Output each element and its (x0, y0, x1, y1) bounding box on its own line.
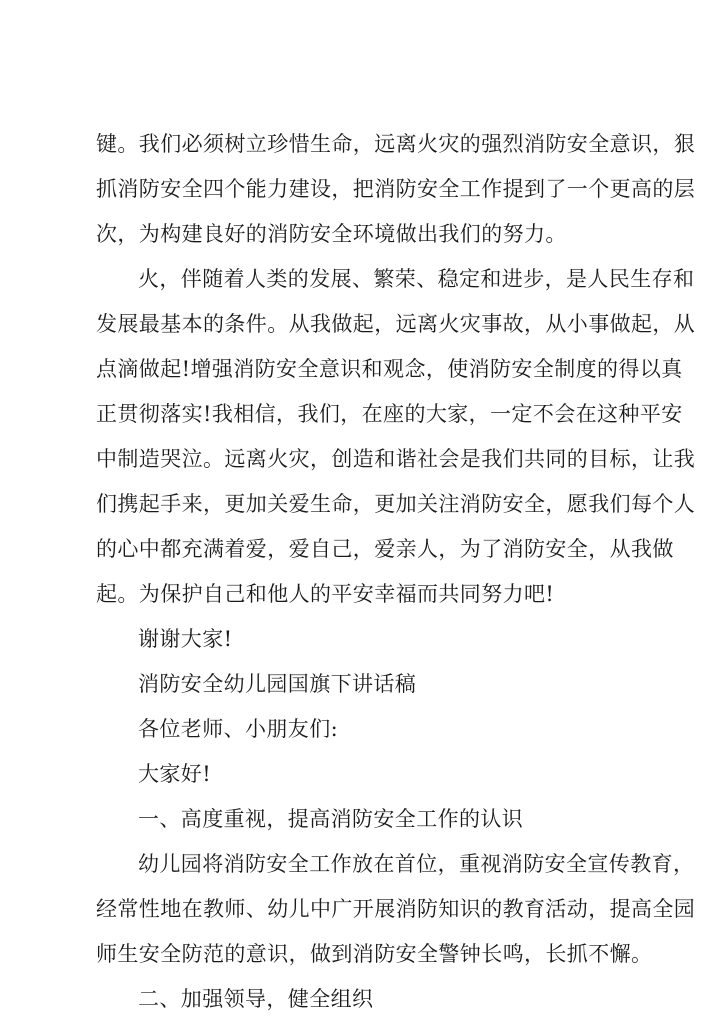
text-line: 的心中都充满着爱，爱自己，爱亲人，为了消防安全，从我做 (96, 537, 674, 561)
paragraph-greeting (96, 707, 656, 752)
paragraph-heading-title (96, 662, 656, 707)
text-line: 抓消防安全四个能力建设，把消防安全工作提到了一个更高的层 (96, 177, 696, 201)
paragraph-thanks (96, 617, 656, 662)
text-line: 正贯彻落实!我相信，我们，在座的大家，一定不会在这种平安 (96, 402, 683, 426)
text-line: 火，伴随着人类的发展、繁荣、稳定和进步，是人民生存和 (138, 267, 695, 291)
text-line: 们携起手来，更加关爱生命，更加关注消防安全，愿我们每个人 (96, 492, 696, 516)
section-heading-2 (96, 977, 656, 1022)
text-line: 键。我们必须树立珍惜生命，远离火灾的强烈消防安全意识，狠 (96, 132, 696, 156)
section-heading-1 (96, 797, 656, 842)
text-line: 谢谢大家! (138, 627, 233, 651)
text-line: 消防安全幼儿园国旗下讲话稿 (138, 672, 417, 696)
text-line: 二、加强领导，健全组织 (138, 987, 374, 1011)
text-line: 中制造哭泣。远离火灾，创造和谐社会是我们共同的目标，让我 (96, 447, 696, 471)
text-line: 一、高度重视，提高消防安全工作的认识 (138, 807, 524, 831)
paragraph-1 (96, 122, 696, 257)
text-line: 幼儿园将消防安全工作放在首位，重视消防安全宣传教育， (138, 852, 695, 876)
text-line: 起。为保护自己和他人的平安幸福而共同努力吧! (96, 582, 555, 606)
text-line: 次，为构建良好的消防安全环境做出我们的努力。 (96, 222, 567, 246)
text-line: 大家好! (138, 762, 212, 786)
text-line: 师生安全防范的意识，做到消防安全警钟长鸣，长抓不懈。 (96, 942, 653, 966)
paragraph-section-1-body (96, 842, 696, 977)
text-line: 各位老师、小朋友们: (138, 717, 339, 741)
body-text (96, 122, 696, 1022)
text-line: 点滴做起!增强消防安全意识和观念，使消防安全制度的得以真 (96, 357, 683, 381)
text-line: 发展最基本的条件。从我做起，远离火灾事故，从小事做起，从 (96, 312, 696, 336)
paragraph-2 (96, 257, 696, 617)
text-line: 经常性地在教师、幼儿中广开展消防知识的教育活动，提高全园 (96, 897, 696, 921)
paragraph-hello (96, 752, 656, 797)
